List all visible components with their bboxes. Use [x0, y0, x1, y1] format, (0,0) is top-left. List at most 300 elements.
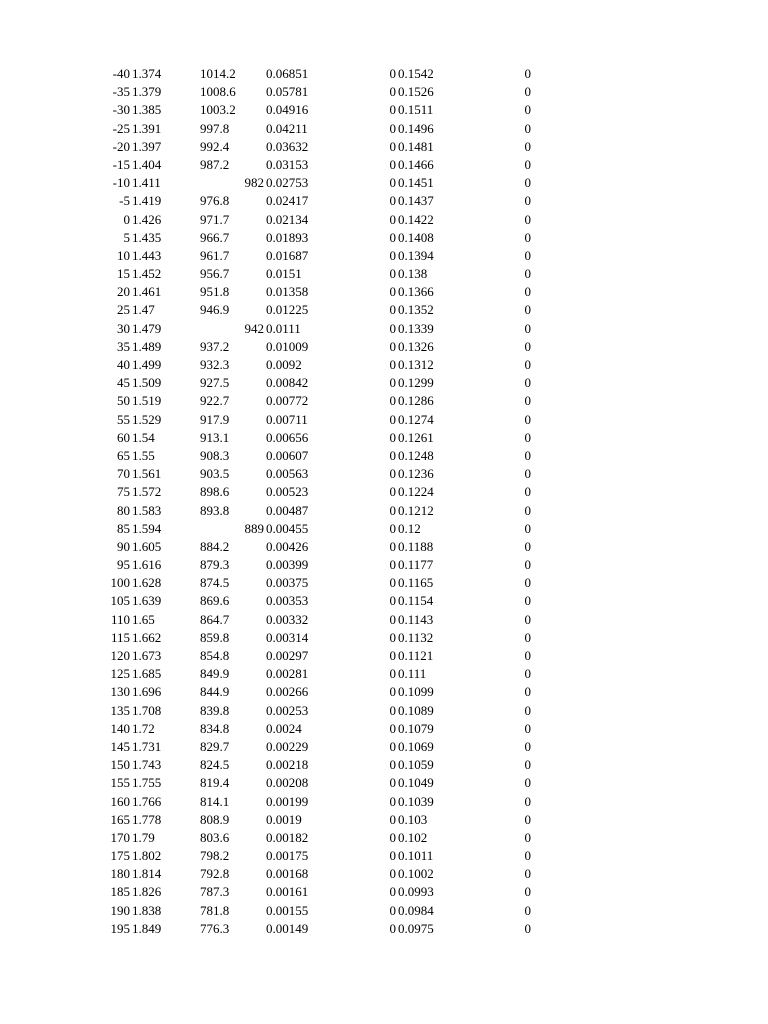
temperature-cell: 5: [123, 229, 130, 245]
temperature-cell: 70: [117, 466, 130, 482]
temperature-cell: 90: [117, 538, 130, 554]
col-5-cell: 0: [389, 102, 396, 118]
col-7-cell: 0: [524, 338, 531, 354]
col-3-cell: 992.4: [200, 138, 230, 154]
table-row: [0, 120, 768, 138]
col-5-cell: 0: [389, 611, 396, 627]
col-3-cell: 819.4: [200, 775, 230, 791]
temperature-cell: 135: [110, 702, 130, 718]
col-4-cell: 0.01358: [266, 284, 309, 300]
table-row: [0, 647, 768, 665]
col-6-cell: 0.1011: [398, 848, 434, 864]
col-3-cell: 997.8: [200, 120, 230, 136]
col-2-cell: 1.426: [132, 211, 162, 227]
col-3-cell: 971.7: [200, 211, 230, 227]
col-3-cell: 982: [244, 175, 264, 191]
temperature-cell: 140: [110, 720, 130, 736]
temperature-cell: 40: [117, 357, 130, 372]
col-3-cell: 893.8: [200, 502, 230, 518]
col-6-cell: 0.1481: [398, 138, 434, 154]
temperature-cell: 80: [117, 502, 130, 518]
col-4-cell: 0.01225: [266, 302, 309, 318]
col-4-cell: 0.00281: [266, 666, 309, 682]
col-2-cell: 1.849: [132, 920, 162, 936]
table-row: [0, 538, 768, 556]
table-row: [0, 211, 768, 229]
col-3-cell: 932.3: [200, 357, 230, 372]
col-3-cell: 776.3: [200, 920, 230, 936]
col-4-cell: 0.0151: [266, 266, 302, 282]
col-6-cell: 0.1039: [398, 793, 434, 809]
col-5-cell: 0: [389, 866, 396, 882]
col-5-cell: 0: [389, 629, 396, 645]
col-5-cell: 0: [389, 902, 396, 918]
col-5-cell: 0: [389, 411, 396, 427]
col-2-cell: 1.65: [132, 611, 155, 627]
col-6-cell: 0.1422: [398, 211, 434, 227]
col-2-cell: 1.755: [132, 775, 162, 791]
col-3-cell: 829.7: [200, 738, 230, 754]
col-7-cell: 0: [524, 702, 531, 718]
col-3-cell: 1008.6: [200, 84, 236, 100]
col-5-cell: 0: [389, 447, 396, 463]
col-6-cell: 0.1326: [398, 338, 434, 354]
table-row: [0, 502, 768, 520]
col-2-cell: 1.404: [132, 156, 162, 172]
col-3-cell: 844.9: [200, 684, 230, 700]
col-7-cell: 0: [524, 66, 531, 81]
col-4-cell: 0.00656: [266, 429, 309, 445]
table-row: [0, 811, 768, 829]
col-7-cell: 0: [524, 411, 531, 427]
col-4-cell: 0.00266: [266, 684, 309, 700]
col-5-cell: 0: [389, 375, 396, 391]
col-7-cell: 0: [524, 666, 531, 682]
col-4-cell: 0.01893: [266, 229, 309, 245]
col-5-cell: 0: [389, 229, 396, 245]
col-5-cell: 0: [389, 211, 396, 227]
col-6-cell: 0.1248: [398, 447, 434, 463]
col-3-cell: 913.1: [200, 429, 230, 445]
table-row: [0, 283, 768, 301]
table-row: [0, 847, 768, 865]
col-3-cell: 927.5: [200, 375, 230, 391]
col-7-cell: 0: [524, 247, 531, 263]
temperature-cell: 50: [117, 393, 130, 409]
col-2-cell: 1.826: [132, 884, 162, 900]
temperature-cell: -35: [112, 84, 130, 100]
temperature-cell: 130: [110, 684, 130, 700]
col-4-cell: 0.04916: [266, 102, 309, 118]
col-2-cell: 1.838: [132, 902, 162, 918]
col-2-cell: 1.743: [132, 757, 162, 773]
temperature-cell: 190: [110, 902, 130, 918]
temperature-cell: -20: [112, 138, 130, 154]
col-4-cell: 0.04211: [266, 120, 308, 136]
col-6-cell: 0.1177: [398, 557, 434, 573]
col-4-cell: 0.01687: [266, 247, 309, 263]
col-3-cell: 951.8: [200, 284, 230, 300]
col-3-cell: 956.7: [200, 266, 230, 282]
temperature-cell: 45: [117, 375, 130, 391]
col-4-cell: 0.0111: [266, 320, 301, 336]
col-6-cell: 0.1437: [398, 193, 434, 209]
col-2-cell: 1.385: [132, 102, 162, 118]
col-4-cell: 0.00297: [266, 648, 309, 663]
col-6-cell: 0.1286: [398, 393, 434, 409]
col-5-cell: 0: [389, 357, 396, 372]
col-4-cell: 0.02417: [266, 193, 309, 209]
temperature-cell: 195: [110, 920, 130, 936]
col-4-cell: 0.00711: [266, 411, 308, 427]
table-row: [0, 883, 768, 901]
col-7-cell: 0: [524, 829, 531, 845]
col-7-cell: 0: [524, 775, 531, 791]
col-4-cell: 0.02753: [266, 175, 309, 191]
col-3-cell: 781.8: [200, 902, 230, 918]
col-7-cell: 0: [524, 502, 531, 518]
col-2-cell: 1.411: [132, 175, 161, 191]
col-2-cell: 1.509: [132, 375, 162, 391]
col-5-cell: 0: [389, 520, 396, 536]
temperature-cell: 30: [117, 320, 130, 336]
col-6-cell: 0.1274: [398, 411, 434, 427]
col-4-cell: 0.00523: [266, 484, 309, 500]
col-3-cell: 879.3: [200, 557, 230, 573]
temperature-cell: -5: [119, 193, 130, 209]
temperature-cell: 75: [117, 484, 130, 500]
col-5-cell: 0: [389, 575, 396, 591]
col-2-cell: 1.802: [132, 848, 162, 864]
col-5-cell: 0: [389, 138, 396, 154]
col-4-cell: 0.01009: [266, 338, 309, 354]
col-4-cell: 0.00253: [266, 702, 309, 718]
col-7-cell: 0: [524, 575, 531, 591]
col-2-cell: 1.443: [132, 247, 162, 263]
temperature-cell: 55: [117, 411, 130, 427]
col-5-cell: 0: [389, 193, 396, 209]
col-2-cell: 1.594: [132, 520, 162, 536]
col-2-cell: 1.79: [132, 829, 155, 845]
col-2-cell: 1.572: [132, 484, 162, 500]
temperature-cell: 110: [110, 611, 130, 627]
col-4-cell: 0.00455: [266, 520, 309, 536]
col-6-cell: 0.0984: [398, 902, 434, 918]
col-7-cell: 0: [524, 757, 531, 773]
col-7-cell: 0: [524, 447, 531, 463]
col-7-cell: 0: [524, 884, 531, 900]
col-4-cell: 0.00487: [266, 502, 309, 518]
temperature-cell: 85: [117, 520, 130, 536]
temperature-cell: 100: [110, 575, 130, 591]
table-row: [0, 247, 768, 265]
col-7-cell: 0: [524, 848, 531, 864]
temperature-cell: 65: [117, 447, 130, 463]
col-3-cell: 976.8: [200, 193, 230, 209]
table-row: [0, 465, 768, 483]
col-4-cell: 0.00168: [266, 866, 309, 882]
col-3-cell: 808.9: [200, 811, 230, 827]
col-3-cell: 946.9: [200, 302, 230, 318]
col-2-cell: 1.72: [132, 720, 155, 736]
col-7-cell: 0: [524, 84, 531, 100]
col-5-cell: 0: [389, 502, 396, 518]
col-7-cell: 0: [524, 538, 531, 554]
col-5-cell: 0: [389, 393, 396, 409]
temperature-cell: 145: [110, 738, 130, 754]
table-row: [0, 392, 768, 410]
table-row: [0, 611, 768, 629]
col-4-cell: 0.00199: [266, 793, 309, 809]
col-6-cell: 0.1408: [398, 229, 434, 245]
col-7-cell: 0: [524, 484, 531, 500]
col-2-cell: 1.708: [132, 702, 162, 718]
table-row: [0, 265, 768, 283]
temperature-cell: 60: [117, 429, 130, 445]
col-2-cell: 1.778: [132, 811, 162, 827]
col-5-cell: 0: [389, 66, 396, 81]
col-3-cell: 1003.2: [200, 102, 236, 118]
temperature-cell: 160: [110, 793, 130, 809]
col-2-cell: 1.561: [132, 466, 162, 482]
col-3-cell: 839.8: [200, 702, 230, 718]
col-3-cell: 869.6: [200, 593, 230, 609]
col-7-cell: 0: [524, 229, 531, 245]
col-3-cell: 814.1: [200, 793, 230, 809]
col-4-cell: 0.00175: [266, 848, 309, 864]
col-5-cell: 0: [389, 484, 396, 500]
col-2-cell: 1.55: [132, 447, 155, 463]
col-5-cell: 0: [389, 793, 396, 809]
col-7-cell: 0: [524, 156, 531, 172]
table-row: [0, 720, 768, 738]
col-6-cell: 0.1352: [398, 302, 434, 318]
col-3-cell: 987.2: [200, 156, 230, 172]
col-6-cell: 0.1188: [398, 538, 434, 554]
temperature-cell: 115: [110, 629, 130, 645]
col-2-cell: 1.605: [132, 538, 162, 554]
temperature-cell: 35: [117, 338, 130, 354]
col-7-cell: 0: [524, 866, 531, 882]
col-2-cell: 1.397: [132, 138, 162, 154]
col-6-cell: 0.111: [398, 666, 427, 682]
col-7-cell: 0: [524, 193, 531, 209]
table-row: [0, 738, 768, 756]
col-4-cell: 0.00161: [266, 884, 309, 900]
temperature-cell: 185: [110, 884, 130, 900]
col-6-cell: 0.1049: [398, 775, 434, 791]
table-row: [0, 156, 768, 174]
table-row: [0, 483, 768, 501]
col-5-cell: 0: [389, 702, 396, 718]
temperature-cell: -25: [112, 120, 130, 136]
col-2-cell: 1.461: [132, 284, 162, 300]
col-4-cell: 0.03153: [266, 156, 309, 172]
col-4-cell: 0.00155: [266, 902, 309, 918]
col-6-cell: 0.1121: [398, 648, 434, 663]
col-3-cell: 803.6: [200, 829, 230, 845]
col-4-cell: 0.00208: [266, 775, 309, 791]
col-4-cell: 0.03632: [266, 138, 309, 154]
col-7-cell: 0: [524, 793, 531, 809]
table-row: [0, 301, 768, 319]
col-7-cell: 0: [524, 375, 531, 391]
col-2-cell: 1.583: [132, 502, 162, 518]
temperature-cell: 155: [110, 775, 130, 791]
temperature-cell: 180: [110, 866, 130, 882]
col-6-cell: 0.1069: [398, 738, 434, 754]
col-6-cell: 0.1466: [398, 156, 434, 172]
col-5-cell: 0: [389, 757, 396, 773]
col-2-cell: 1.435: [132, 229, 162, 245]
col-7-cell: 0: [524, 320, 531, 336]
col-6-cell: 0.102: [398, 829, 428, 845]
col-2-cell: 1.47: [132, 302, 155, 318]
temperature-cell: 165: [110, 811, 130, 827]
col-4-cell: 0.06851: [266, 66, 309, 81]
table-row: [0, 174, 768, 192]
col-3-cell: 922.7: [200, 393, 230, 409]
col-4-cell: 0.00229: [266, 738, 309, 754]
col-3-cell: 966.7: [200, 229, 230, 245]
table-row: [0, 320, 768, 338]
col-6-cell: 0.1339: [398, 320, 434, 336]
col-4-cell: 0.00149: [266, 920, 309, 936]
col-4-cell: 0.00375: [266, 575, 309, 591]
col-3-cell: 792.8: [200, 866, 230, 882]
col-7-cell: 0: [524, 266, 531, 282]
col-2-cell: 1.628: [132, 575, 162, 591]
col-2-cell: 1.814: [132, 866, 162, 882]
col-2-cell: 1.374: [132, 66, 162, 81]
col-4-cell: 0.0024: [266, 720, 302, 736]
col-3-cell: 889: [244, 520, 264, 536]
col-4-cell: 0.00563: [266, 466, 309, 482]
col-2-cell: 1.489: [132, 338, 162, 354]
col-3-cell: 854.8: [200, 648, 230, 663]
col-5-cell: 0: [389, 557, 396, 573]
col-6-cell: 0.1154: [398, 593, 434, 609]
table-row: [0, 774, 768, 792]
temperature-cell: 175: [110, 848, 130, 864]
col-6-cell: 0.1236: [398, 466, 434, 482]
col-3-cell: 908.3: [200, 447, 230, 463]
table-row: [0, 447, 768, 465]
col-7-cell: 0: [524, 284, 531, 300]
col-7-cell: 0: [524, 429, 531, 445]
col-3-cell: 859.8: [200, 629, 230, 645]
col-7-cell: 0: [524, 720, 531, 736]
table-row: [0, 865, 768, 883]
col-5-cell: 0: [389, 538, 396, 554]
table-row: [0, 192, 768, 210]
col-6-cell: 0.1451: [398, 175, 434, 191]
col-4-cell: 0.02134: [266, 211, 309, 227]
table-row: [0, 629, 768, 647]
col-6-cell: 0.0993: [398, 884, 434, 900]
col-6-cell: 0.1059: [398, 757, 434, 773]
table-row: [0, 592, 768, 610]
col-6-cell: 0.0975: [398, 920, 434, 936]
col-5-cell: 0: [389, 320, 396, 336]
data-table: [0, 65, 768, 938]
temperature-cell: 95: [117, 557, 130, 573]
col-6-cell: 0.1312: [398, 357, 434, 372]
temperature-cell: 10: [117, 247, 130, 263]
col-5-cell: 0: [389, 829, 396, 845]
col-6-cell: 0.1212: [398, 502, 434, 518]
col-5-cell: 0: [389, 848, 396, 864]
temperature-cell: 125: [110, 666, 130, 682]
col-7-cell: 0: [524, 102, 531, 118]
col-5-cell: 0: [389, 666, 396, 682]
table-row: [0, 83, 768, 101]
temperature-cell: -40: [112, 66, 130, 81]
col-5-cell: 0: [389, 920, 396, 936]
col-7-cell: 0: [524, 520, 531, 536]
table-row: [0, 829, 768, 847]
col-6-cell: 0.1511: [398, 102, 434, 118]
col-3-cell: 1014.2: [200, 66, 236, 81]
col-2-cell: 1.54: [132, 429, 155, 445]
col-4-cell: 0.00842: [266, 375, 309, 391]
temperature-cell: 150: [110, 757, 130, 773]
table-row: [0, 411, 768, 429]
col-4-cell: 0.00353: [266, 593, 309, 609]
col-7-cell: 0: [524, 738, 531, 754]
temperature-cell: 120: [110, 648, 130, 663]
col-7-cell: 0: [524, 557, 531, 573]
col-7-cell: 0: [524, 175, 531, 191]
col-2-cell: 1.673: [132, 648, 162, 663]
col-7-cell: 0: [524, 211, 531, 227]
col-7-cell: 0: [524, 920, 531, 936]
col-3-cell: 903.5: [200, 466, 230, 482]
col-4-cell: 0.00182: [266, 829, 309, 845]
temperature-cell: 170: [110, 829, 130, 845]
table-row: [0, 683, 768, 701]
col-5-cell: 0: [389, 775, 396, 791]
table-row: [0, 556, 768, 574]
col-5-cell: 0: [389, 302, 396, 318]
col-2-cell: 1.731: [132, 738, 162, 754]
col-2-cell: 1.616: [132, 557, 162, 573]
col-6-cell: 0.103: [398, 811, 428, 827]
col-5-cell: 0: [389, 284, 396, 300]
temperature-cell: -15: [112, 156, 130, 172]
col-6-cell: 0.1542: [398, 66, 434, 81]
col-3-cell: 937.2: [200, 338, 230, 354]
table-row: [0, 902, 768, 920]
col-6-cell: 0.1394: [398, 247, 434, 263]
col-2-cell: 1.479: [132, 320, 162, 336]
col-5-cell: 0: [389, 720, 396, 736]
col-5-cell: 0: [389, 429, 396, 445]
col-6-cell: 0.1224: [398, 484, 434, 500]
col-5-cell: 0: [389, 884, 396, 900]
col-5-cell: 0: [389, 738, 396, 754]
col-5-cell: 0: [389, 811, 396, 827]
col-7-cell: 0: [524, 629, 531, 645]
col-3-cell: 942: [244, 320, 264, 336]
col-6-cell: 0.1089: [398, 702, 434, 718]
col-2-cell: 1.766: [132, 793, 162, 809]
temperature-cell: 0: [123, 211, 130, 227]
col-6-cell: 0.1099: [398, 684, 434, 700]
col-5-cell: 0: [389, 156, 396, 172]
table-row: [0, 356, 768, 374]
col-2-cell: 1.529: [132, 411, 162, 427]
